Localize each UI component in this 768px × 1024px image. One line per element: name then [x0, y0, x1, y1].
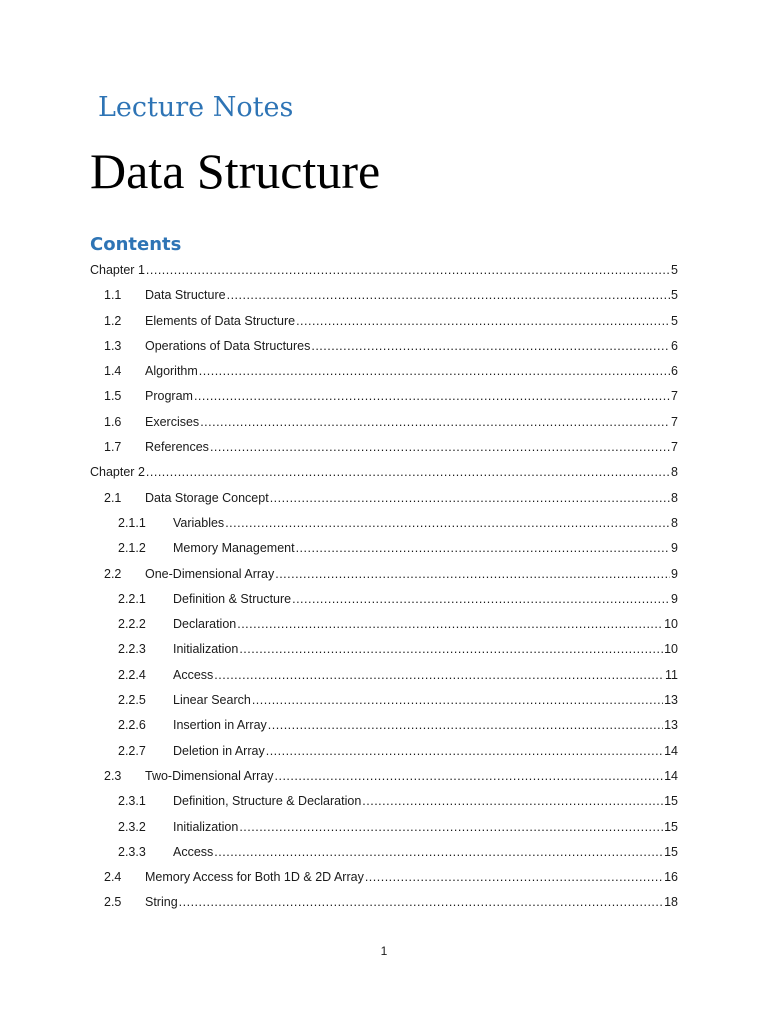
- toc-entry-number: 2.3.2: [118, 819, 146, 834]
- toc-entry[interactable]: [90, 589, 678, 614]
- toc-entry[interactable]: [90, 817, 678, 842]
- toc-entry-title: Definition & Structure: [173, 591, 292, 606]
- toc-entry-number: 2.1.2: [118, 541, 146, 556]
- toc-entry-title: Exercises: [145, 414, 200, 429]
- toc-entry-page: 5: [671, 313, 678, 328]
- toc-dot-leader: [227, 285, 670, 305]
- toc-dot-leader: [199, 361, 670, 381]
- toc-entry-number: 2.2: [104, 566, 122, 581]
- toc-entry-page: 15: [664, 844, 678, 859]
- toc-entry-title: Memory Management: [173, 541, 295, 556]
- toc-entry-title: Definition, Structure & Declaration: [173, 794, 362, 809]
- toc-entry-page: 10: [664, 642, 678, 657]
- toc-entry-page: 9: [671, 591, 678, 606]
- toc-dot-leader: [146, 462, 670, 482]
- toc-dot-leader: [146, 260, 670, 280]
- toc-dot-leader: [268, 715, 663, 735]
- toc-entry[interactable]: [90, 285, 678, 310]
- toc-entry-title: String: [145, 895, 178, 910]
- toc-entry-number: 2.2.7: [118, 743, 146, 758]
- toc-dot-leader: [210, 437, 670, 457]
- toc-entry[interactable]: [90, 741, 678, 766]
- toc-entry-title: Deletion in Array: [173, 743, 265, 758]
- toc-entry-title: Algorithm: [145, 364, 198, 379]
- toc-entry-number: 2.2.6: [118, 718, 146, 733]
- toc-entry-title: Chapter 1: [90, 263, 145, 277]
- toc-entry-page: 11: [665, 667, 678, 682]
- toc-entry-number: 2.2.2: [118, 617, 146, 632]
- toc-entry[interactable]: [90, 690, 678, 715]
- toc-entry[interactable]: [90, 564, 678, 589]
- toc-entry-page: 13: [664, 718, 678, 733]
- toc-entry-number: 1.5: [104, 389, 122, 404]
- toc-dot-leader: [237, 614, 663, 634]
- toc-entry-page: 16: [664, 870, 678, 885]
- toc-entry-page: 5: [671, 288, 678, 303]
- toc-dot-leader: [225, 513, 670, 533]
- toc-entry-page: 8: [671, 490, 678, 505]
- toc-entry-page: 8: [671, 465, 678, 480]
- toc-dot-leader: [296, 538, 670, 558]
- contents-heading: Contents: [90, 234, 182, 255]
- toc-entry-number: 2.3.1: [118, 794, 146, 809]
- toc-dot-leader: [239, 639, 663, 659]
- toc-entry-page: 5: [671, 263, 678, 277]
- toc-entry[interactable]: [90, 867, 678, 892]
- toc-dot-leader: [252, 690, 663, 710]
- toc-entry-number: 2.3.3: [118, 844, 146, 859]
- toc-entry[interactable]: [90, 260, 678, 285]
- toc-entry-number: 1.7: [104, 440, 122, 455]
- toc-entry-number: 1.3: [104, 338, 122, 353]
- toc-dot-leader: [275, 564, 670, 584]
- toc-entry-title: Access: [173, 667, 214, 682]
- table-of-contents: [90, 260, 678, 918]
- toc-dot-leader: [239, 817, 663, 837]
- toc-entry[interactable]: [90, 665, 678, 690]
- toc-entry-page: 7: [671, 389, 678, 404]
- toc-entry-title: Initialization: [173, 642, 239, 657]
- toc-entry-title: Program: [145, 389, 193, 404]
- toc-dot-leader: [292, 589, 670, 609]
- toc-entry-page: 15: [664, 819, 678, 834]
- toc-entry[interactable]: [90, 361, 678, 386]
- toc-entry[interactable]: [90, 513, 678, 538]
- toc-entry[interactable]: [90, 386, 678, 411]
- toc-entry-title: Data Storage Concept: [145, 490, 269, 505]
- toc-entry-number: 2.2.3: [118, 642, 146, 657]
- toc-entry-title: Insertion in Array: [173, 718, 267, 733]
- toc-entry-page: 14: [664, 743, 678, 758]
- toc-entry-title: Data Structure: [145, 288, 226, 303]
- toc-entry[interactable]: [90, 412, 678, 437]
- toc-entry-page: 9: [671, 541, 678, 556]
- toc-dot-leader: [266, 741, 663, 761]
- toc-entry[interactable]: [90, 791, 678, 816]
- toc-entry[interactable]: [90, 614, 678, 639]
- toc-dot-leader: [179, 892, 663, 912]
- toc-entry[interactable]: [90, 639, 678, 664]
- toc-dot-leader: [194, 386, 670, 406]
- toc-entry-page: 15: [664, 794, 678, 809]
- toc-entry[interactable]: [90, 538, 678, 563]
- toc-entry-title: Two-Dimensional Array: [145, 768, 274, 783]
- document-subtitle: Lecture Notes: [98, 92, 294, 123]
- toc-entry[interactable]: [90, 842, 678, 867]
- toc-dot-leader: [214, 665, 664, 685]
- toc-entry-title: Declaration: [173, 617, 237, 632]
- toc-dot-leader: [296, 311, 670, 331]
- toc-entry-number: 2.1.1: [118, 515, 146, 530]
- toc-entry-number: 1.6: [104, 414, 122, 429]
- toc-entry[interactable]: [90, 311, 678, 336]
- toc-entry-title: Variables: [173, 515, 225, 530]
- toc-entry-page: 8: [671, 515, 678, 530]
- toc-entry-number: 1.2: [104, 313, 122, 328]
- toc-entry-title: References: [145, 440, 209, 455]
- toc-entry[interactable]: [90, 488, 678, 513]
- toc-dot-leader: [270, 488, 670, 508]
- toc-entry-page: 7: [671, 414, 678, 429]
- toc-entry-number: 1.1: [104, 288, 122, 303]
- toc-entry-page: 14: [664, 768, 678, 783]
- toc-dot-leader: [311, 336, 670, 356]
- toc-entry-title: One-Dimensional Array: [145, 566, 275, 581]
- toc-dot-leader: [200, 412, 670, 432]
- toc-entry-number: 2.5: [104, 895, 122, 910]
- toc-entry-title: Initialization: [173, 819, 239, 834]
- toc-dot-leader: [275, 766, 664, 786]
- document-title: Data Structure: [90, 143, 381, 199]
- toc-entry-number: 2.2.1: [118, 591, 146, 606]
- toc-entry-title: Operations of Data Structures: [145, 338, 311, 353]
- toc-dot-leader: [214, 842, 663, 862]
- toc-entry-page: 7: [671, 440, 678, 455]
- toc-entry[interactable]: [90, 462, 678, 487]
- toc-dot-leader: [365, 867, 663, 887]
- toc-entry[interactable]: [90, 336, 678, 361]
- toc-dot-leader: [362, 791, 663, 811]
- toc-entry[interactable]: [90, 437, 678, 462]
- page-number: 1: [380, 944, 388, 958]
- toc-entry-title: Elements of Data Structure: [145, 313, 296, 328]
- toc-entry-page: 9: [671, 566, 678, 581]
- toc-entry[interactable]: [90, 892, 678, 917]
- toc-entry-number: 2.3: [104, 768, 122, 783]
- toc-entry-number: 1.4: [104, 364, 122, 379]
- toc-entry[interactable]: [90, 766, 678, 791]
- toc-entry-number: 2.2.4: [118, 667, 146, 682]
- toc-entry-title: Memory Access for Both 1D & 2D Array: [145, 870, 364, 885]
- toc-entry-title: Chapter 2: [90, 465, 145, 480]
- toc-entry-page: 18: [664, 895, 678, 910]
- toc-entry-number: 2.4: [104, 870, 122, 885]
- toc-entry-page: 6: [671, 364, 678, 379]
- toc-entry-page: 10: [664, 617, 678, 632]
- toc-entry-title: Access: [173, 844, 214, 859]
- toc-entry-number: 2.1: [104, 490, 122, 505]
- toc-entry-number: 2.2.5: [118, 693, 146, 708]
- toc-entry-title: Linear Search: [173, 693, 251, 708]
- toc-entry-page: 6: [671, 338, 678, 353]
- toc-entry[interactable]: [90, 715, 678, 740]
- toc-entry-page: 13: [664, 693, 678, 708]
